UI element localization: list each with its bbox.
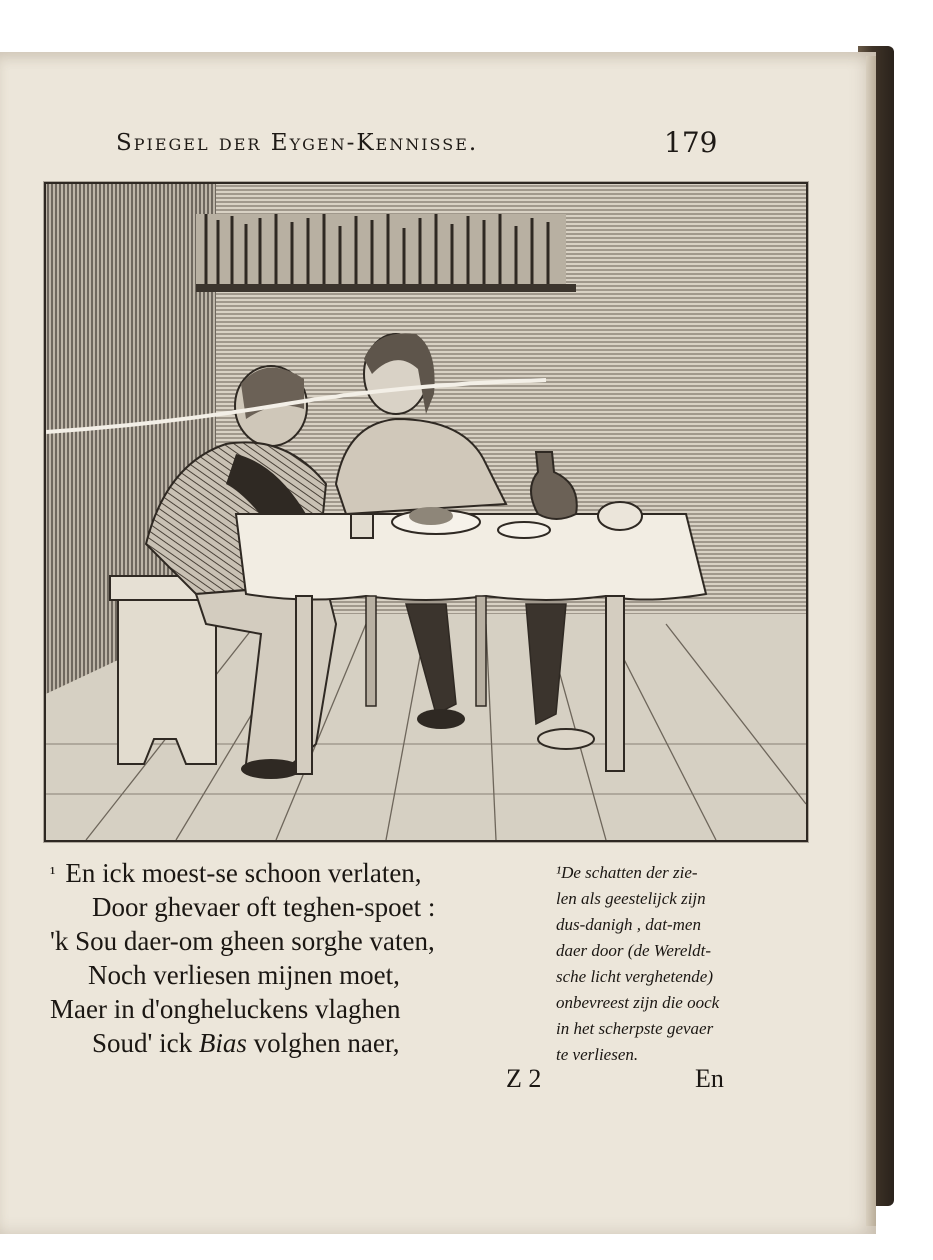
page-edge <box>866 56 876 1226</box>
note-text: De schatten der zie- <box>561 863 698 882</box>
signature-mark: Z 2 <box>506 1064 542 1093</box>
note-marker: ¹ <box>50 863 56 883</box>
note-line <box>556 860 766 886</box>
note-line: dus-danigh , dat-men <box>556 915 701 934</box>
running-head: Spiegel der Eygen-Kennisse. <box>116 130 479 156</box>
verse-line <box>50 1026 540 1060</box>
note-line: len als geestelijck zijn <box>556 889 706 908</box>
verse-line <box>50 856 540 890</box>
note-line: in het scherpste gevaer <box>556 1019 714 1038</box>
verse-line: 'k Sou daer-om gheen sorghe vaten, <box>50 926 435 956</box>
verse-text: Soud' ick <box>92 1028 199 1058</box>
verse-line: Door ghevaer oft teghen-spoet : <box>92 892 436 922</box>
engraving-two-men-at-table-icon <box>46 184 806 840</box>
catchword: En <box>695 1064 724 1093</box>
verse-text: volghen naer, <box>246 1028 400 1058</box>
verse-name-bias: Bias <box>198 1028 247 1058</box>
note-line: te verliesen. <box>556 1045 639 1064</box>
verse-text: En ick moest-se schoon verlaten, <box>65 858 422 888</box>
marginal-note <box>556 860 766 1068</box>
verse-line: Maer in d'ongheluckens vlaghen <box>50 994 401 1024</box>
engraving-illustration <box>44 182 808 842</box>
note-marker: ¹ <box>556 863 562 882</box>
verse-stanza <box>50 856 540 1060</box>
verse-line: Noch verliesen mijnen moet, <box>88 960 400 990</box>
note-line: onbevreest zijn die oock <box>556 993 720 1012</box>
note-line: daer door (de Wereldt- <box>556 941 712 960</box>
page-number: 179 <box>664 126 718 159</box>
note-line: sche licht verghetende) <box>556 967 714 986</box>
